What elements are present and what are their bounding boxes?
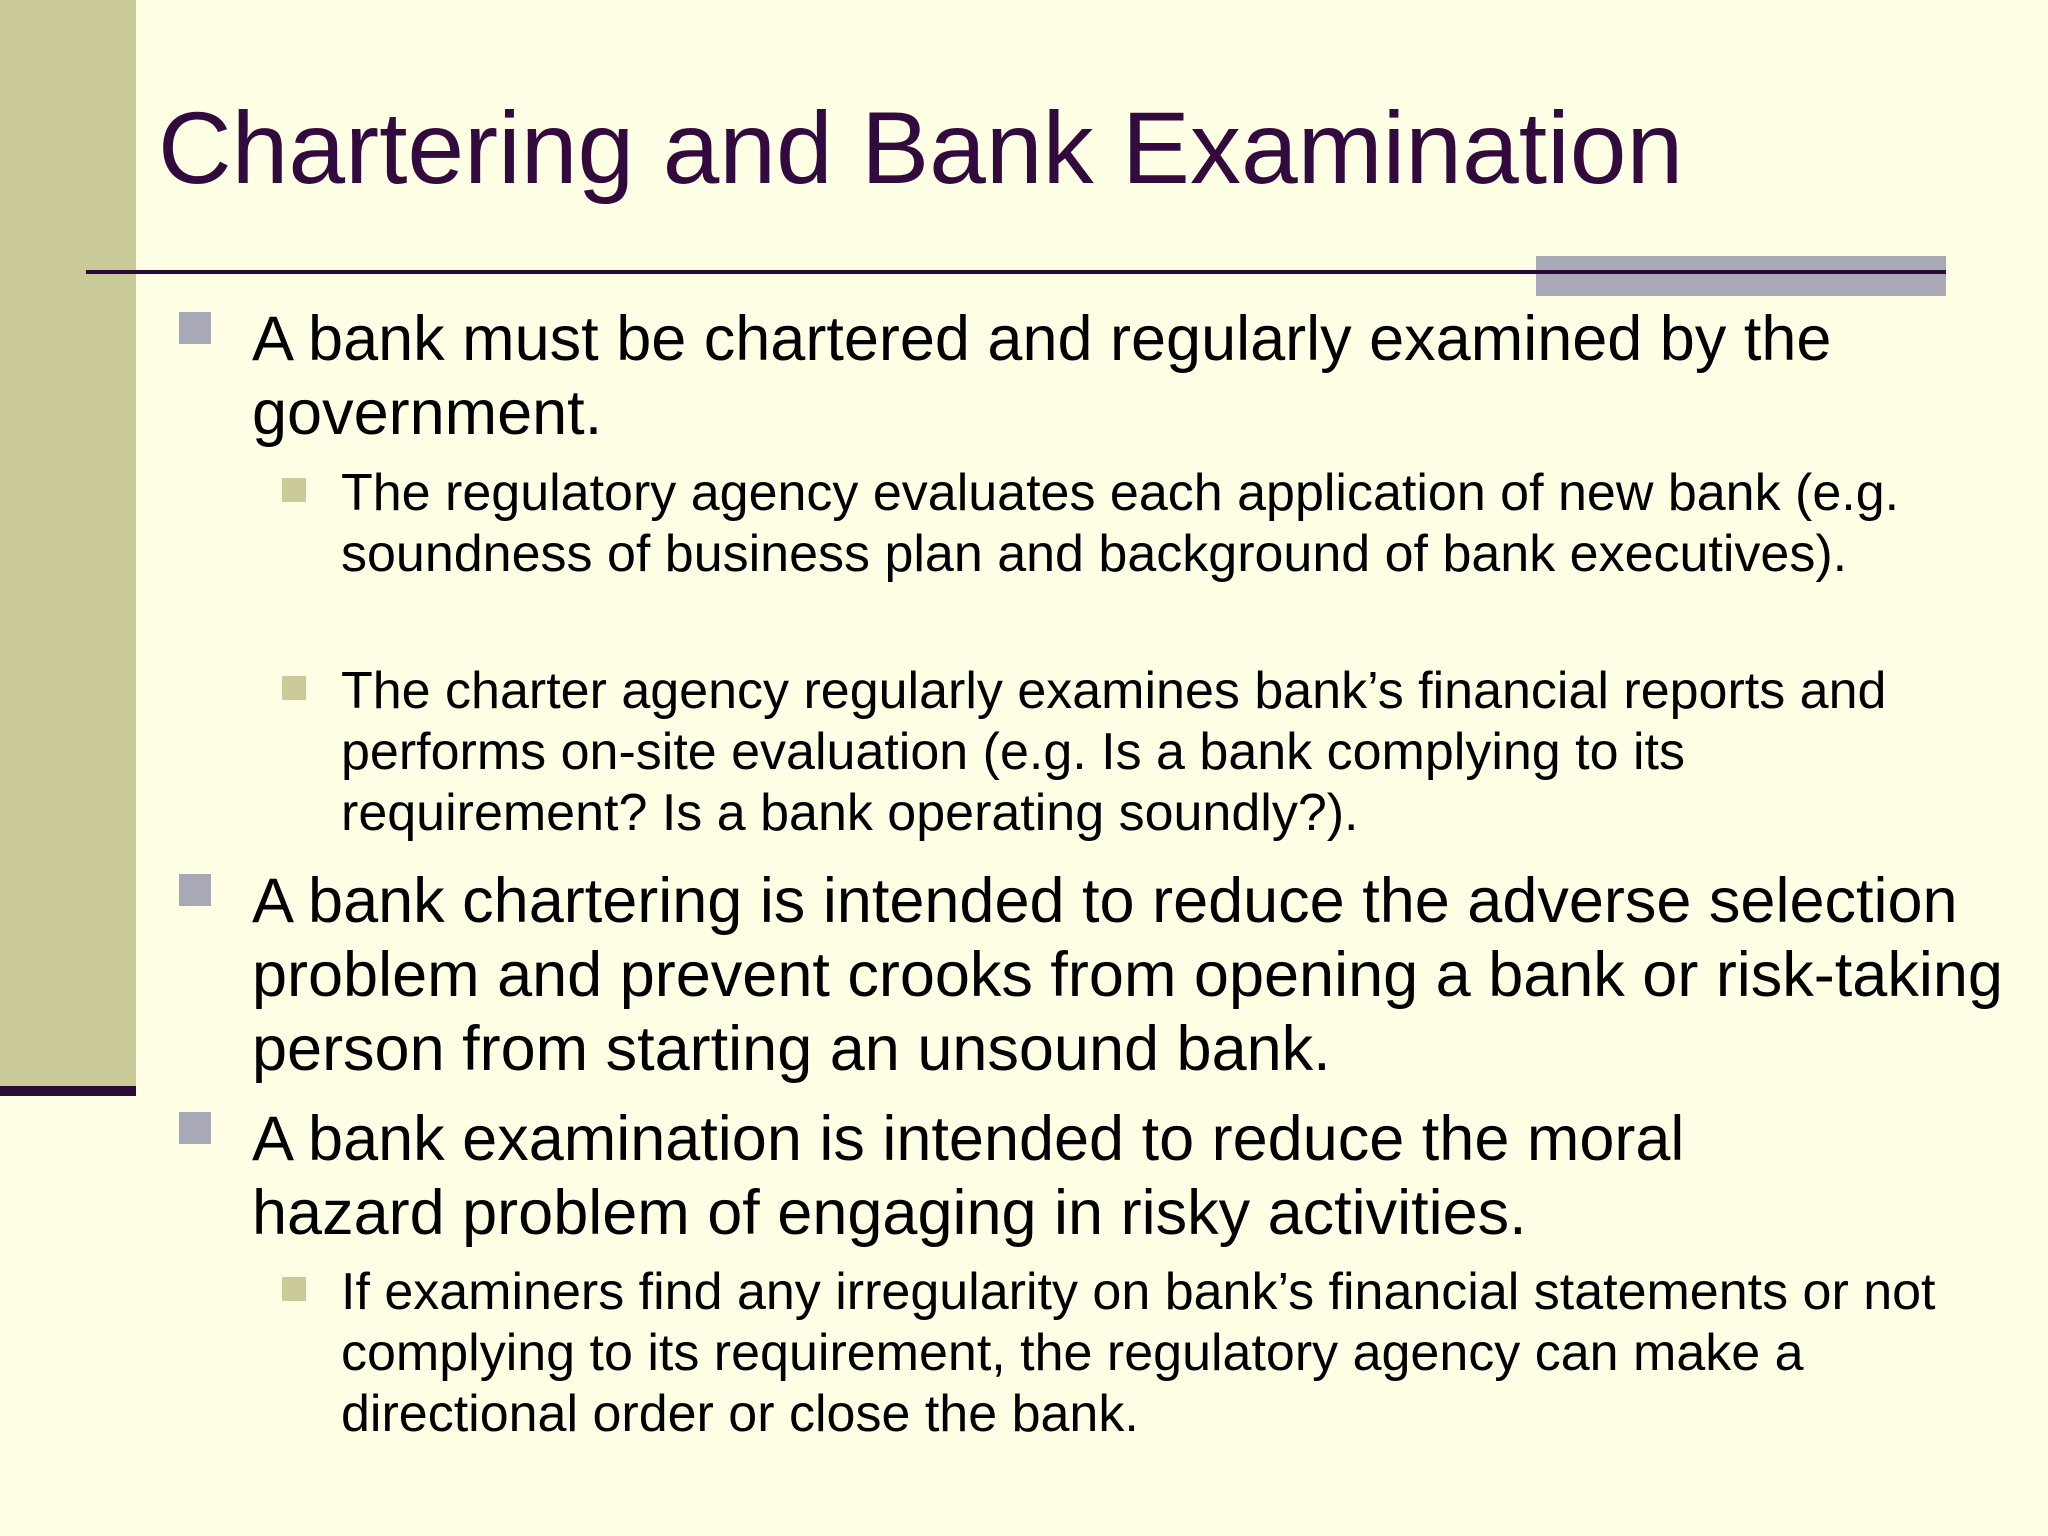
sub-bullet-square-icon [282,676,306,700]
bullet-item-level2: If examiners find any irregularity on bank’s financial statements or not complying to its requirement, the regulatory agency can make a directional order or close the bank. [341,1263,1936,1443]
bullet-square-icon [179,1112,211,1144]
left-sidebar-bar [0,0,136,1086]
sub-bullet-square-icon [282,1277,306,1301]
bullet-item-level1: A bank examination is intended to reduce the moral hazard problem of engaging in risky activities. [252,1104,1685,1248]
bullet-item-level1: A bank chartering is intended to reduce the adverse selection problem and prevent crooks from opening a bank or risk-taking person from starting an unsound bank. [252,866,2003,1084]
bullet-square-icon [179,874,211,906]
slide-title: Chartering and Bank Examination [158,91,1684,205]
bullet-item-level2: The regulatory agency evaluates each application of new bank (e.g. soundness of business plan and background of bank executives). [341,464,1900,583]
bullet-square-icon [179,312,211,344]
bullet-item-level2: The charter agency regularly examines bank’s financial reports and performs on-site evaluation (e.g. Is a bank complying to its requirement? Is a bank operating soundly?). [341,662,1887,842]
sub-bullet-square-icon [282,478,306,502]
title-divider-accent-line [1536,270,1946,274]
bullet-item-level1: A bank must be chartered and regularly examined by the government. [252,304,1832,448]
title-divider-accent [1536,256,1946,296]
left-sidebar-accent [0,1086,136,1096]
